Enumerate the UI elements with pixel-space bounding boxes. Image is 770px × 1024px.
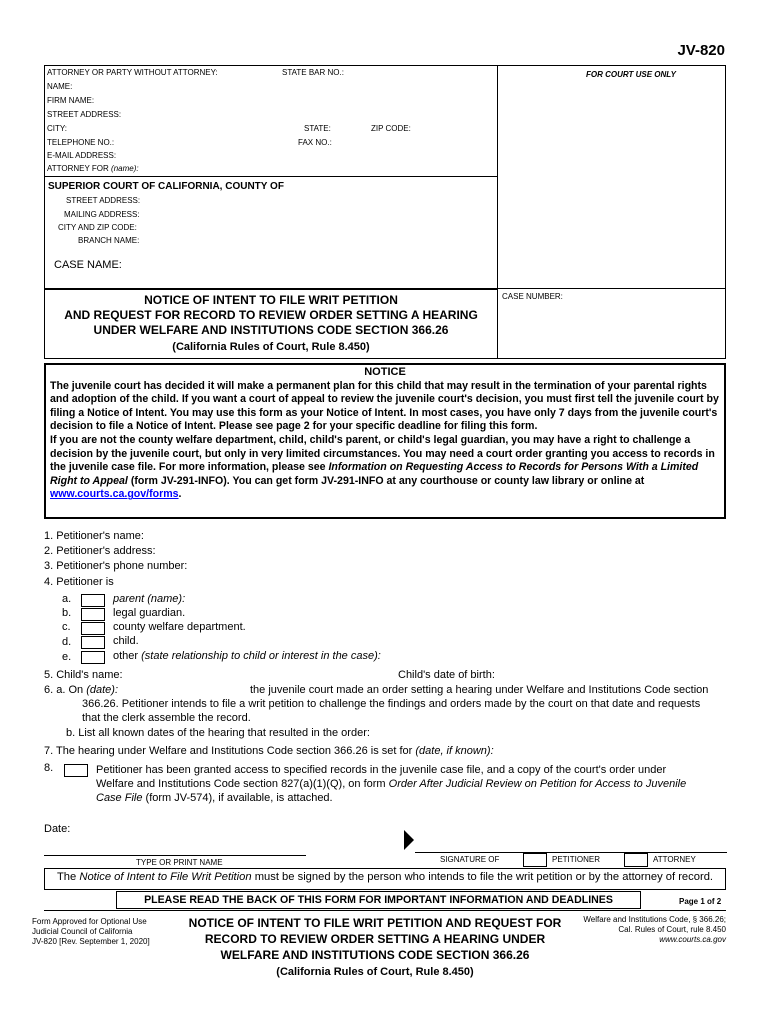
attorney-for-label: ATTORNEY FOR (name): — [47, 164, 139, 173]
name-label: NAME: — [47, 82, 73, 91]
state-label: STATE: — [304, 124, 331, 133]
attorney-checkbox[interactable] — [624, 853, 648, 867]
notice-box — [44, 363, 726, 519]
must-sign-notice: The Notice of Intent to File Writ Petition must be signed by the person who intends to file the writ petition or by the attorney of record. — [56, 871, 714, 883]
item-4e-letter: e. — [62, 651, 72, 663]
footer-right: Welfare and Institutions Code, § 366.26; Cal. Rules of Court, rule 8.450 www.courts.ca.gov — [583, 915, 726, 944]
item-4b-letter: b. — [62, 607, 72, 619]
petitioner-checkbox[interactable] — [523, 853, 547, 867]
other-checkbox[interactable] — [81, 651, 105, 664]
courts-link[interactable]: www.courts.ca.gov/forms — [50, 488, 179, 501]
signature-label: SIGNATURE OF — [440, 855, 500, 864]
attorney-label-sig: ATTORNEY — [653, 855, 696, 864]
item-4d-text: child. — [113, 635, 139, 647]
case-name-label: CASE NAME: — [54, 259, 122, 271]
form-title: NOTICE OF INTENT TO FILE WRIT PETITION AND REQUEST FOR RECORD TO REVIEW ORDER SETTING A HEARING UNDER WELFARE AND INSTITUTIONS CODE SECTION 366.26 (California Rules of Court, Rule 8.450) — [64, 293, 478, 353]
item-1: 1. Petitioner's name: — [44, 530, 144, 542]
item-6a: 6. a. On (date): — [44, 684, 118, 696]
notice-para2: If you are not the county welfare department, child, child's parent, or child's legal guardian, you may have a right to challenge a decision by the juvenile court, but only in very limited circumstances. You may need a court order granting you access to records in the juvenile case file. For more information, please see Information on Requesting Access to Records for Persons With a Limited Right to Appeal (form JV-291-INFO). You can get form JV-291-INFO at any courthouse or county law library or online at www.courts.ca.gov/forms. — [50, 433, 715, 501]
item-2: 2. Petitioner's address: — [44, 545, 156, 557]
parent-checkbox[interactable] — [81, 594, 105, 607]
court-cityzip: CITY AND ZIP CODE: — [58, 223, 137, 232]
attorney-label: ATTORNEY OR PARTY WITHOUT ATTORNEY: — [47, 68, 218, 77]
item-4b-text: legal guardian. — [113, 607, 186, 619]
phone-label: TELEPHONE NO.: — [47, 138, 115, 147]
legal-guardian-checkbox[interactable] — [81, 608, 105, 621]
item-4d-letter: d. — [62, 636, 72, 648]
item-5-dob: Child's date of birth: — [398, 669, 495, 681]
notice-para1: The juvenile court has decided it will make a permanent plan for this child that may result in the termination of your parental rights and adoption of the child. If you want a court of appeal to review the juvenile court's decision, you must first tell the juvenile court by filing a Notice of Intent. You may use this form as your Notice of Intent. In most cases, you have only 7 days from the juvenile court's decision to file a Notice of Intent. Please see page 2 for your specific deadline for filing this form. — [50, 379, 719, 433]
zip-label: ZIP CODE: — [371, 124, 411, 133]
item-5: 5. Child's name: — [44, 669, 123, 681]
court-mailing: MAILING ADDRESS: — [64, 210, 140, 219]
item-4c-letter: c. — [62, 621, 71, 633]
street-label: STREET ADDRESS: — [47, 110, 122, 119]
date-label: Date: — [44, 823, 71, 835]
item-4c-text: county welfare department. — [113, 621, 246, 633]
please-read-notice: PLEASE READ THE BACK OF THIS FORM FOR IMPORTANT INFORMATION AND DEADLINES — [144, 894, 613, 906]
sign-here-arrow-icon — [404, 830, 414, 850]
item-8: 8. — [44, 762, 54, 774]
city-label: CITY: — [47, 124, 68, 133]
item-4e-text: other (state relationship to child or interest in the case): — [113, 650, 381, 662]
item-8-text: Petitioner has been granted access to specified records in the juvenile case file, and a copy of the court's order under Welfare and Institutions Code section 827(a)(1)(Q), on form Order After Judicial Review on Petition for Access to Juvenile Case File (form JV-574), if available, is attached. — [96, 764, 687, 804]
child-checkbox[interactable] — [81, 636, 105, 649]
county-welfare-checkbox[interactable] — [81, 622, 105, 635]
case-number-label: CASE NUMBER: — [502, 292, 563, 301]
state-bar-label: STATE BAR NO.: — [282, 68, 344, 77]
item-7: 7. The hearing under Welfare and Institutions Code section 366.26 is set for (date, if known): — [44, 745, 494, 757]
type-name-label: TYPE OR PRINT NAME — [136, 858, 223, 867]
item-6a-text3: that the clerk assemble the record. — [82, 712, 251, 724]
form-number: JV-820 — [677, 42, 725, 59]
firm-label: FIRM NAME: — [47, 96, 95, 105]
item-6a-text2: 366.26. Petitioner intends to file a writ petition to challenge the findings and orders made by the court on that date and requests — [82, 698, 701, 710]
item-4a-letter: a. — [62, 593, 72, 605]
page-number: Page 1 of 2 — [679, 897, 722, 906]
records-access-checkbox[interactable] — [64, 764, 88, 777]
petitioner-label: PETITIONER — [552, 855, 601, 864]
item-6a-text: the juvenile court made an order setting a hearing under Welfare and Institutions Code section — [250, 684, 709, 696]
item-4a-text: parent (name): — [113, 593, 186, 605]
court-title: SUPERIOR COURT OF CALIFORNIA, COUNTY OF — [48, 181, 284, 192]
footer-left: Form Approved for Optional Use Judicial Council of California JV-820 [Rev. September 1, 2020] — [32, 917, 150, 946]
notice-heading: NOTICE — [364, 366, 406, 378]
header-box — [44, 65, 726, 289]
court-use-label: FOR COURT USE ONLY — [586, 70, 676, 79]
item-3: 3. Petitioner's phone number: — [44, 560, 188, 572]
court-branch: BRANCH NAME: — [78, 236, 140, 245]
email-label: E-MAIL ADDRESS: — [47, 151, 117, 160]
fax-label: FAX NO.: — [298, 138, 332, 147]
court-street: STREET ADDRESS: — [66, 196, 141, 205]
item-4: 4. Petitioner is — [44, 576, 114, 588]
item-6b: b. List all known dates of the hearing that resulted in the order: — [66, 727, 370, 739]
footer-title: NOTICE OF INTENT TO FILE WRIT PETITION AND REQUEST FOR RECORD TO REVIEW ORDER SETTING A HEARING UNDER WELFARE AND INSTITUTIONS CODE SECTION 366.26 (California Rules of Court, Rule 8.450) — [188, 916, 562, 978]
